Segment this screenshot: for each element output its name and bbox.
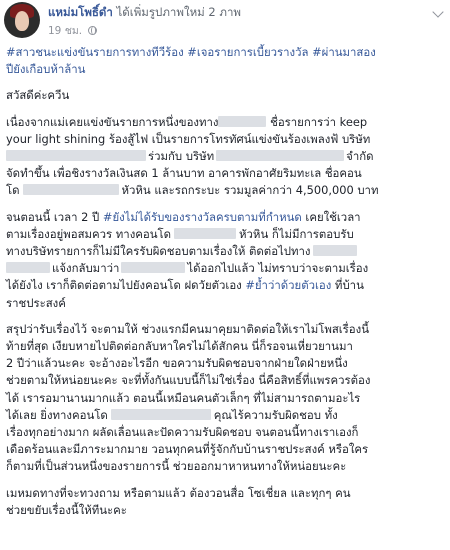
paragraph-text: เดือดร้อนและมีภาระมากมาย วอนทุกคนที่รู้จักกับบ้านราชประสงค์ หรือใคร bbox=[6, 442, 369, 457]
paragraph-text: โด bbox=[6, 183, 20, 198]
paragraph-text: เนื่องจากแม่เคยแข่งขันรายการหนึ่งของทาง bbox=[6, 114, 219, 129]
hashtag-link[interactable]: ปียังเกือบห้าล้าน bbox=[6, 62, 86, 77]
paragraph-text: จนตอนนี้ เวลา 2 ปี bbox=[6, 209, 103, 224]
author-name-link[interactable]: แหม่มโพธิ์ดำ bbox=[48, 5, 113, 19]
paragraph-text: ทางบริษัทรายการก็ไม่มีใครรับผิดชอบตามเรื่องให้ ติดต่อไปทาง bbox=[6, 244, 311, 259]
paragraph-4 bbox=[6, 485, 444, 519]
paragraph-text: 2 ปีว่าแล้วนะคะ จะอ้างอะไรอีก ขอความรับผิดชอบจากฝ่ายใดฝ่ายหนึ่ง bbox=[6, 356, 348, 371]
paragraph-text: เมหมดทางที่จะทวงถาม หรือตามแล้ว ต้องวอนสื่อ โซเชี่ยล และทุกๆ คน bbox=[6, 485, 351, 500]
post-action-text: ได้เพิ่มรูปภาพใหม่ 2 ภาพ bbox=[116, 5, 241, 19]
chevron-down-icon[interactable] bbox=[432, 6, 443, 17]
paragraph-text: ได้ เรารอมานานมากแล้ว ตอนนี้เหมือนคนตัวเล็กๆ ที่ไม่สามารถตามอะไร bbox=[6, 390, 361, 405]
paragraph-1 bbox=[6, 114, 444, 200]
paragraph-text: ช่วยตามให้หน่อยนะคะ จะที่ทั้งกันแบบนี้ก็ไม่ใช่เรื่อง นี่คือสิทธิ์ที่แพรควรต้อง bbox=[6, 373, 371, 388]
redaction-box bbox=[6, 262, 50, 273]
paragraph-text: ได้ออกไปแล้ว ไม่ทราบว่าจะตามเรื่อง bbox=[187, 261, 369, 276]
paragraph-text: ราชประสงค์ bbox=[6, 295, 66, 310]
hashtags-line bbox=[6, 44, 444, 78]
paragraph-text: ชื่อรายการว่า keep bbox=[266, 114, 368, 129]
redaction-box bbox=[174, 228, 236, 239]
redaction-box bbox=[111, 409, 211, 420]
avatar[interactable] bbox=[4, 2, 40, 38]
paragraph-text: จัดทำขึ้น เพื่อชิงรางวัลเงินสด 1 ล้านบาท อาคารพักอาศัยริมทะเล ชื่อคอน bbox=[6, 166, 362, 181]
greeting-text: สวัสดีค่ะควีน bbox=[6, 88, 70, 103]
paragraph-3 bbox=[6, 321, 444, 476]
hashtag-link[interactable]: #ยังไม่ได้รับของรางวัลครบตามที่กำหนด bbox=[102, 209, 302, 224]
paragraph-text: เคยใช้เวลา bbox=[301, 209, 361, 224]
paragraph-text: ที่บ้าน bbox=[331, 278, 364, 293]
post-body bbox=[6, 44, 444, 519]
paragraph-text: your light shining ร้องสู้ไฟ เป็นรายการโทรทัศน์แข่งขันร้องเพลงฟ้ บริษัท bbox=[6, 131, 371, 146]
redaction-box bbox=[218, 116, 266, 127]
redaction-box bbox=[216, 150, 344, 161]
redaction-box bbox=[121, 262, 185, 273]
paragraph-text: แจ้งกลับมาว่า bbox=[52, 261, 120, 276]
paragraph-text: ได้ยังไง เราก็ติดต่อตามไปยังคอนโด ฝดวัยตัวเอง bbox=[6, 278, 246, 293]
post-timestamp[interactable]: 19 ชม. bbox=[48, 25, 83, 37]
paragraph-text: ท้ายที่สุด เงียบหายไปติดต่อกลับหาใครไม่ได้สักคน นี่ก็รอจนเหี่ยวยานมา bbox=[6, 339, 353, 354]
paragraph-text: ช่วยขยับเรื่องนี้ให้ทีนะคะ bbox=[6, 502, 127, 517]
author-line bbox=[48, 4, 241, 22]
redaction-box bbox=[23, 184, 119, 195]
paragraph-text: เรื่องทุกอย่างมาก ผลัดเลื่อนและปัดความรับผิดชอบ จนตอนนี้ทางเราเองก็ bbox=[6, 425, 359, 440]
paragraph-text: หัวหิน และรถกระบะ รวมมูลค่ากว่า 4,500,000 บาท bbox=[121, 183, 379, 198]
paragraph-text: ร่วมกับ บริษัท bbox=[148, 149, 215, 164]
hashtag-link[interactable]: #สาวชนะแข่งขันรายการทางทีวีร้อง #เจอรายการเบี้ยวรางวัล #ผ่านมาสอง bbox=[6, 45, 376, 59]
paragraph-text: ได้เลย ยิ่งทางคอนโด bbox=[6, 407, 108, 422]
redaction-box bbox=[6, 150, 146, 161]
post-meta bbox=[48, 22, 97, 39]
globe-icon[interactable] bbox=[88, 26, 97, 35]
paragraph-text: สรุปว่ารับเรื่องไว้ จะตามให้ ช่วงแรกมีคนมาคุยมาติดต่อให้เราไม่โพสเรื่องนี้ bbox=[6, 321, 369, 336]
redaction-box bbox=[313, 245, 357, 256]
paragraph-text: คุณไร้ความรับผิดชอบ ทั้ง bbox=[213, 407, 338, 422]
paragraph-text: จำกัด bbox=[346, 149, 374, 164]
post-header bbox=[0, 0, 450, 46]
hashtag-link[interactable]: #ย้ำว่าด้วยตัวเอง bbox=[245, 278, 332, 293]
paragraph-text: ตามเรื่องอยู่พอสมควร ทางคอนโด bbox=[6, 226, 172, 241]
paragraph-text: หัวหิน ก็ไม่มีการตอบรับ bbox=[239, 226, 354, 241]
paragraph-2 bbox=[6, 209, 444, 312]
avatar-face bbox=[15, 11, 29, 31]
paragraph-text: ก็ตามที่เป็นส่วนหนึ่งของรายการนี้ ช่วยออกมาหาหนทางให้หน่อยนะคะ bbox=[6, 459, 347, 474]
